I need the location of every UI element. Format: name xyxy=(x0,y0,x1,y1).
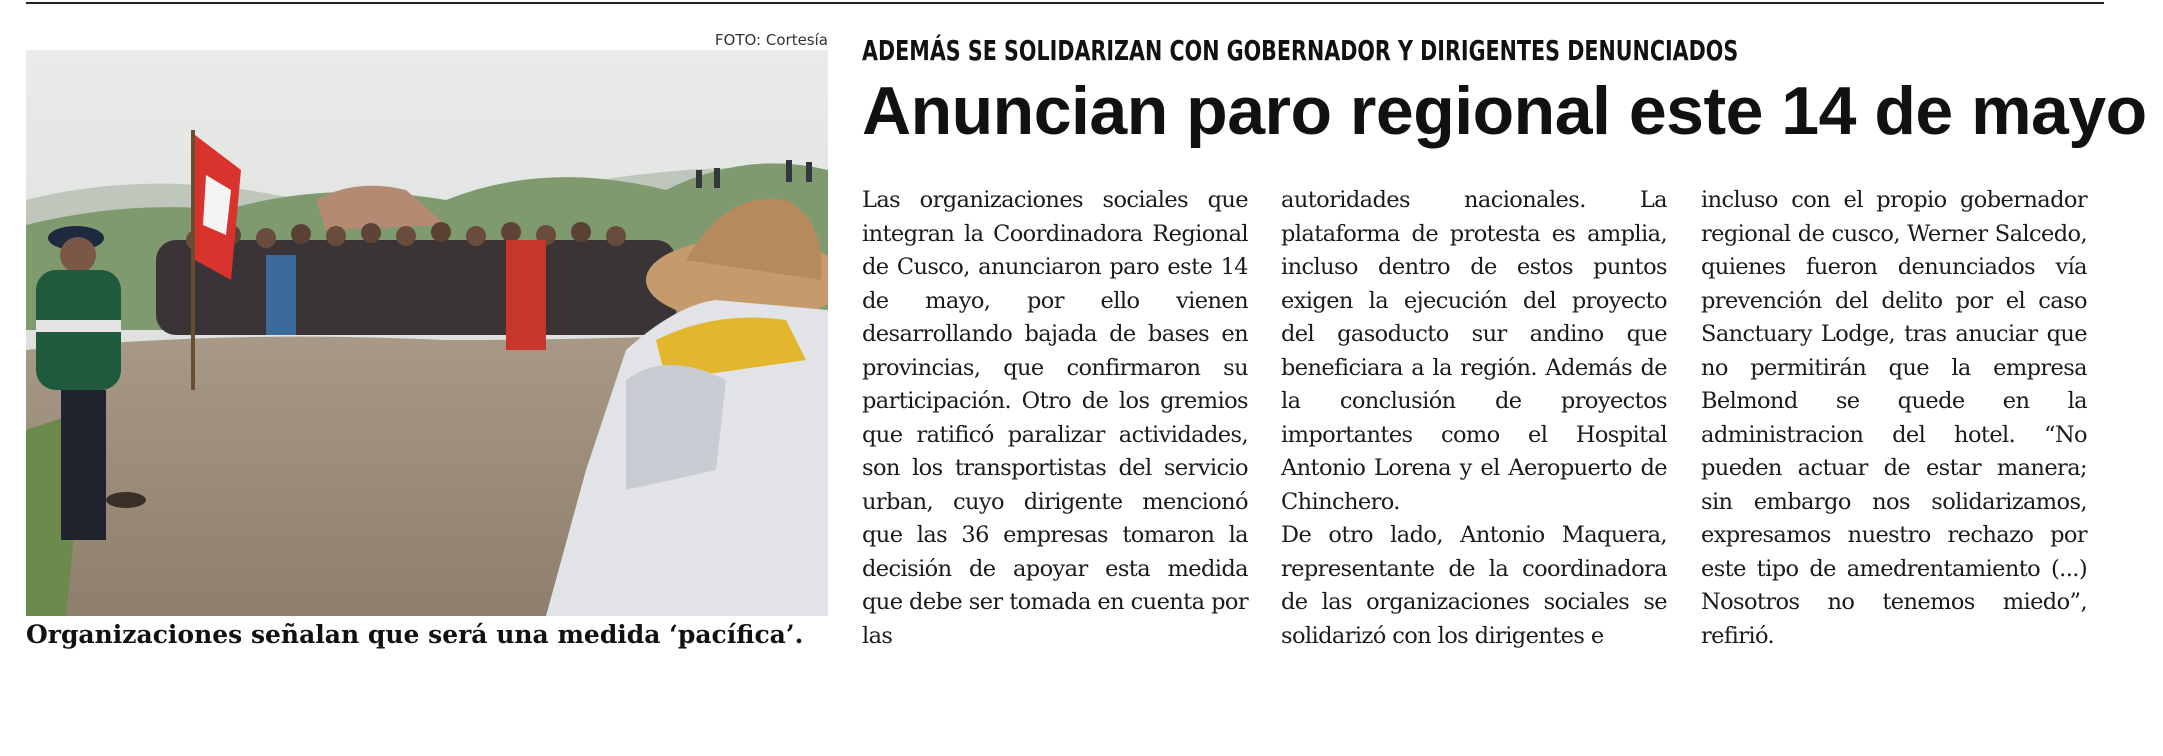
column-3-paragraph-1: incluso con el propio gobernador regional de cusco, Werner Salcedo, quienes fueron denunciados vía prevención del delito por el caso Sanctuary Lodge, tras anuciar que no permitirán que la empresa Belmond se quede en la administracion del hotel. “No pueden actuar de estar manera; sin embargo nos solidarizamos, expresamos nuestro rechazo por este tipo de amedrentamiento (...) Nosotros no tenemos miedo”, refirió. xyxy=(1701,187,2087,649)
column-2-paragraph-1: autoridades nacionales. La plataforma de protesta es amplia, incluso dentro de estos puntos exigen la ejecución del proyecto del gasoducto sur andino que beneficiara a la región. Además de la conclusión de proyectos importantes como el Hospital Antonio Lorena y el Aeropuerto de Chinchero. xyxy=(1281,187,1667,515)
photo-credit: FOTO: Cortesía xyxy=(714,31,828,49)
column-1-paragraph-1: Las organizaciones sociales que integran la Coordinadora Regional de Cusco, anunciaron paro este 14 de mayo, por ello vienen desarrollando bajada de bases en provincias, que confirmaron su participación. Otro de los gremios que ratificó paralizar actividades, son los transportistas del servicio urban, cuyo dirigente mencionó que las 36 empresas tomaron la decisión de apoyar esta medida que debe ser tomada en cuenta por las xyxy=(862,187,1248,649)
top-rule xyxy=(26,2,2104,4)
photo-caption: Organizaciones señalan que será una medida ‘pacífica’. xyxy=(26,620,804,649)
article-headline: Anuncian paro regional este 14 de mayo xyxy=(862,73,2147,149)
column-2-paragraph-2: De otro lado, Antonio Maquera, representante de la coordinadora de las organizaciones sociales se solidarizó con los dirigentes e xyxy=(1281,522,1667,649)
article-column-2 xyxy=(1281,184,1667,653)
article-column-1 xyxy=(862,184,1248,653)
article-kicker: ADEMÁS SE SOLIDARIZAN CON GOBERNADOR Y DIRIGENTES DENUNCIADOS xyxy=(862,34,1739,67)
article-column-3 xyxy=(1701,184,2087,653)
article-photo xyxy=(26,50,828,616)
